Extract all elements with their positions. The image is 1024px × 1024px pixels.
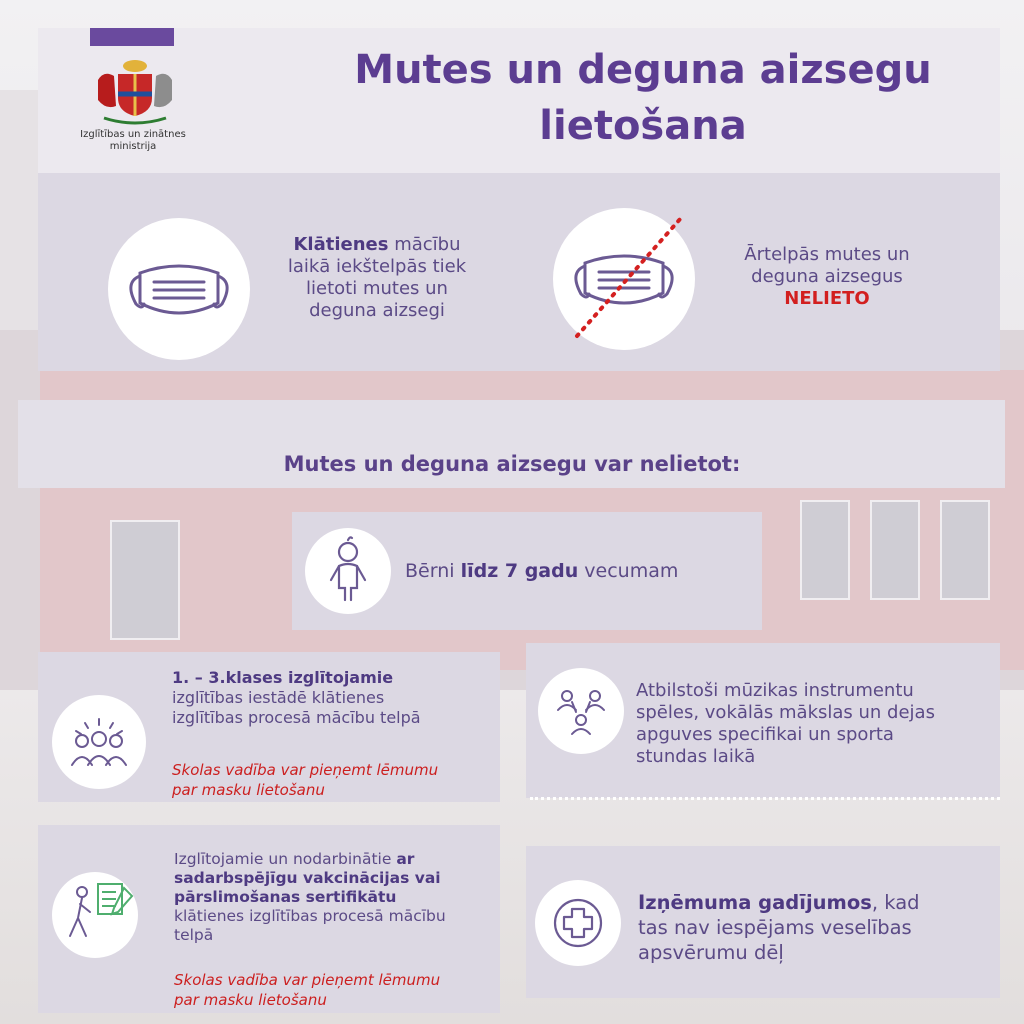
outdoor-nelieto: NELIETO — [784, 288, 870, 309]
children-post: vecumam — [578, 560, 679, 582]
exception-bold: Izņēmuma gadījumos — [638, 891, 872, 914]
face-mask-icon — [108, 218, 250, 360]
music-text — [636, 680, 996, 768]
outdoor-mask-text — [712, 244, 942, 310]
person-certificate-icon — [52, 872, 138, 958]
indoor-line-4: deguna aizsegi — [309, 300, 445, 321]
exception-rest: , kad — [871, 891, 920, 914]
grades-bold: 1. – 3.klases izglītojamie — [172, 668, 394, 687]
child-circle — [305, 528, 391, 614]
children-bold: līdz 7 gadu — [460, 560, 579, 582]
certified-bold-3: pārslimošanas sertifikātu — [174, 888, 397, 906]
grades-line-3: izglītības procesā mācību telpā — [172, 708, 421, 727]
certified-note — [174, 970, 494, 1010]
certified-bold-2: sadarbspējīgu vakcinācijas vai — [174, 869, 441, 887]
medical-cross-icon — [535, 880, 621, 966]
certified-pre: Izglītojamie un nodarbinātie — [174, 850, 397, 868]
grades-note-line-1: Skolas vadība var pieņemt lēmumu — [172, 761, 439, 779]
dotted-divider — [530, 797, 1000, 800]
certified-line-5: telpā — [174, 926, 214, 944]
certificate-circle — [52, 872, 138, 958]
exception-line-3: apsvērumu dēļ — [638, 941, 784, 964]
grades-note — [172, 760, 492, 800]
header-banner — [38, 28, 1000, 173]
outdoor-line-1: Ārtelpās mutes un — [744, 244, 910, 265]
exception-text — [638, 890, 988, 965]
coat-of-arms-logo — [90, 56, 180, 126]
title-line-2: lietošana — [539, 103, 747, 149]
ministry-line-2: ministrija — [109, 141, 157, 152]
mask-circle — [108, 218, 250, 360]
team-network-icon — [538, 668, 624, 754]
children-pre: Bērni — [405, 560, 461, 582]
mask-crossed-circle — [553, 208, 695, 350]
exception-line-2: tas nav iespējams veselības — [638, 916, 912, 939]
team-circle — [538, 668, 624, 754]
subheading: Mutes un deguna aizsegu var nelietot: — [283, 452, 741, 476]
grades-note-line-2: par masku lietošanu — [172, 781, 325, 799]
music-line-3: apguves specifikai un sporta — [636, 724, 894, 745]
medical-circle — [535, 880, 621, 966]
child-icon — [305, 528, 391, 614]
music-line-4: stundas laikā — [636, 746, 756, 767]
indoor-line-2: laikā iekštelpās tiek — [287, 256, 467, 277]
accent-bar — [90, 28, 174, 46]
music-line-2: spēles, vokālās mākslas un dejas — [636, 702, 935, 723]
page-title — [288, 42, 998, 154]
certified-text — [174, 850, 494, 945]
children-text — [405, 560, 745, 582]
grades-text — [172, 668, 492, 728]
certified-line-4: klātienes izglītības procesā mācību — [174, 907, 446, 925]
indoor-bold: Klātienes — [293, 234, 389, 255]
indoor-rest: mācību — [388, 234, 461, 255]
indoor-line-3: lietoti mutes un — [306, 278, 448, 299]
certified-note-line-1: Skolas vadība var pieņemt lēmumu — [174, 971, 441, 989]
indoor-mask-text — [262, 234, 492, 322]
title-line-1: Mutes un deguna aizsegu — [354, 47, 932, 93]
ministry-name — [58, 129, 208, 153]
certified-bold-1: ar — [396, 850, 415, 868]
certified-note-line-2: par masku lietošanu — [174, 991, 327, 1009]
ministry-line-1: Izglītības un zinātnes — [80, 129, 186, 140]
outdoor-line-2: deguna aizsegus — [751, 266, 903, 287]
group-circle — [52, 695, 146, 789]
music-line-1: Atbilstoši mūzikas instrumentu — [636, 680, 914, 701]
grades-line-2: izglītības iestādē klātienes — [172, 688, 385, 707]
group-people-icon — [52, 695, 146, 789]
face-mask-crossed-icon — [553, 208, 695, 350]
